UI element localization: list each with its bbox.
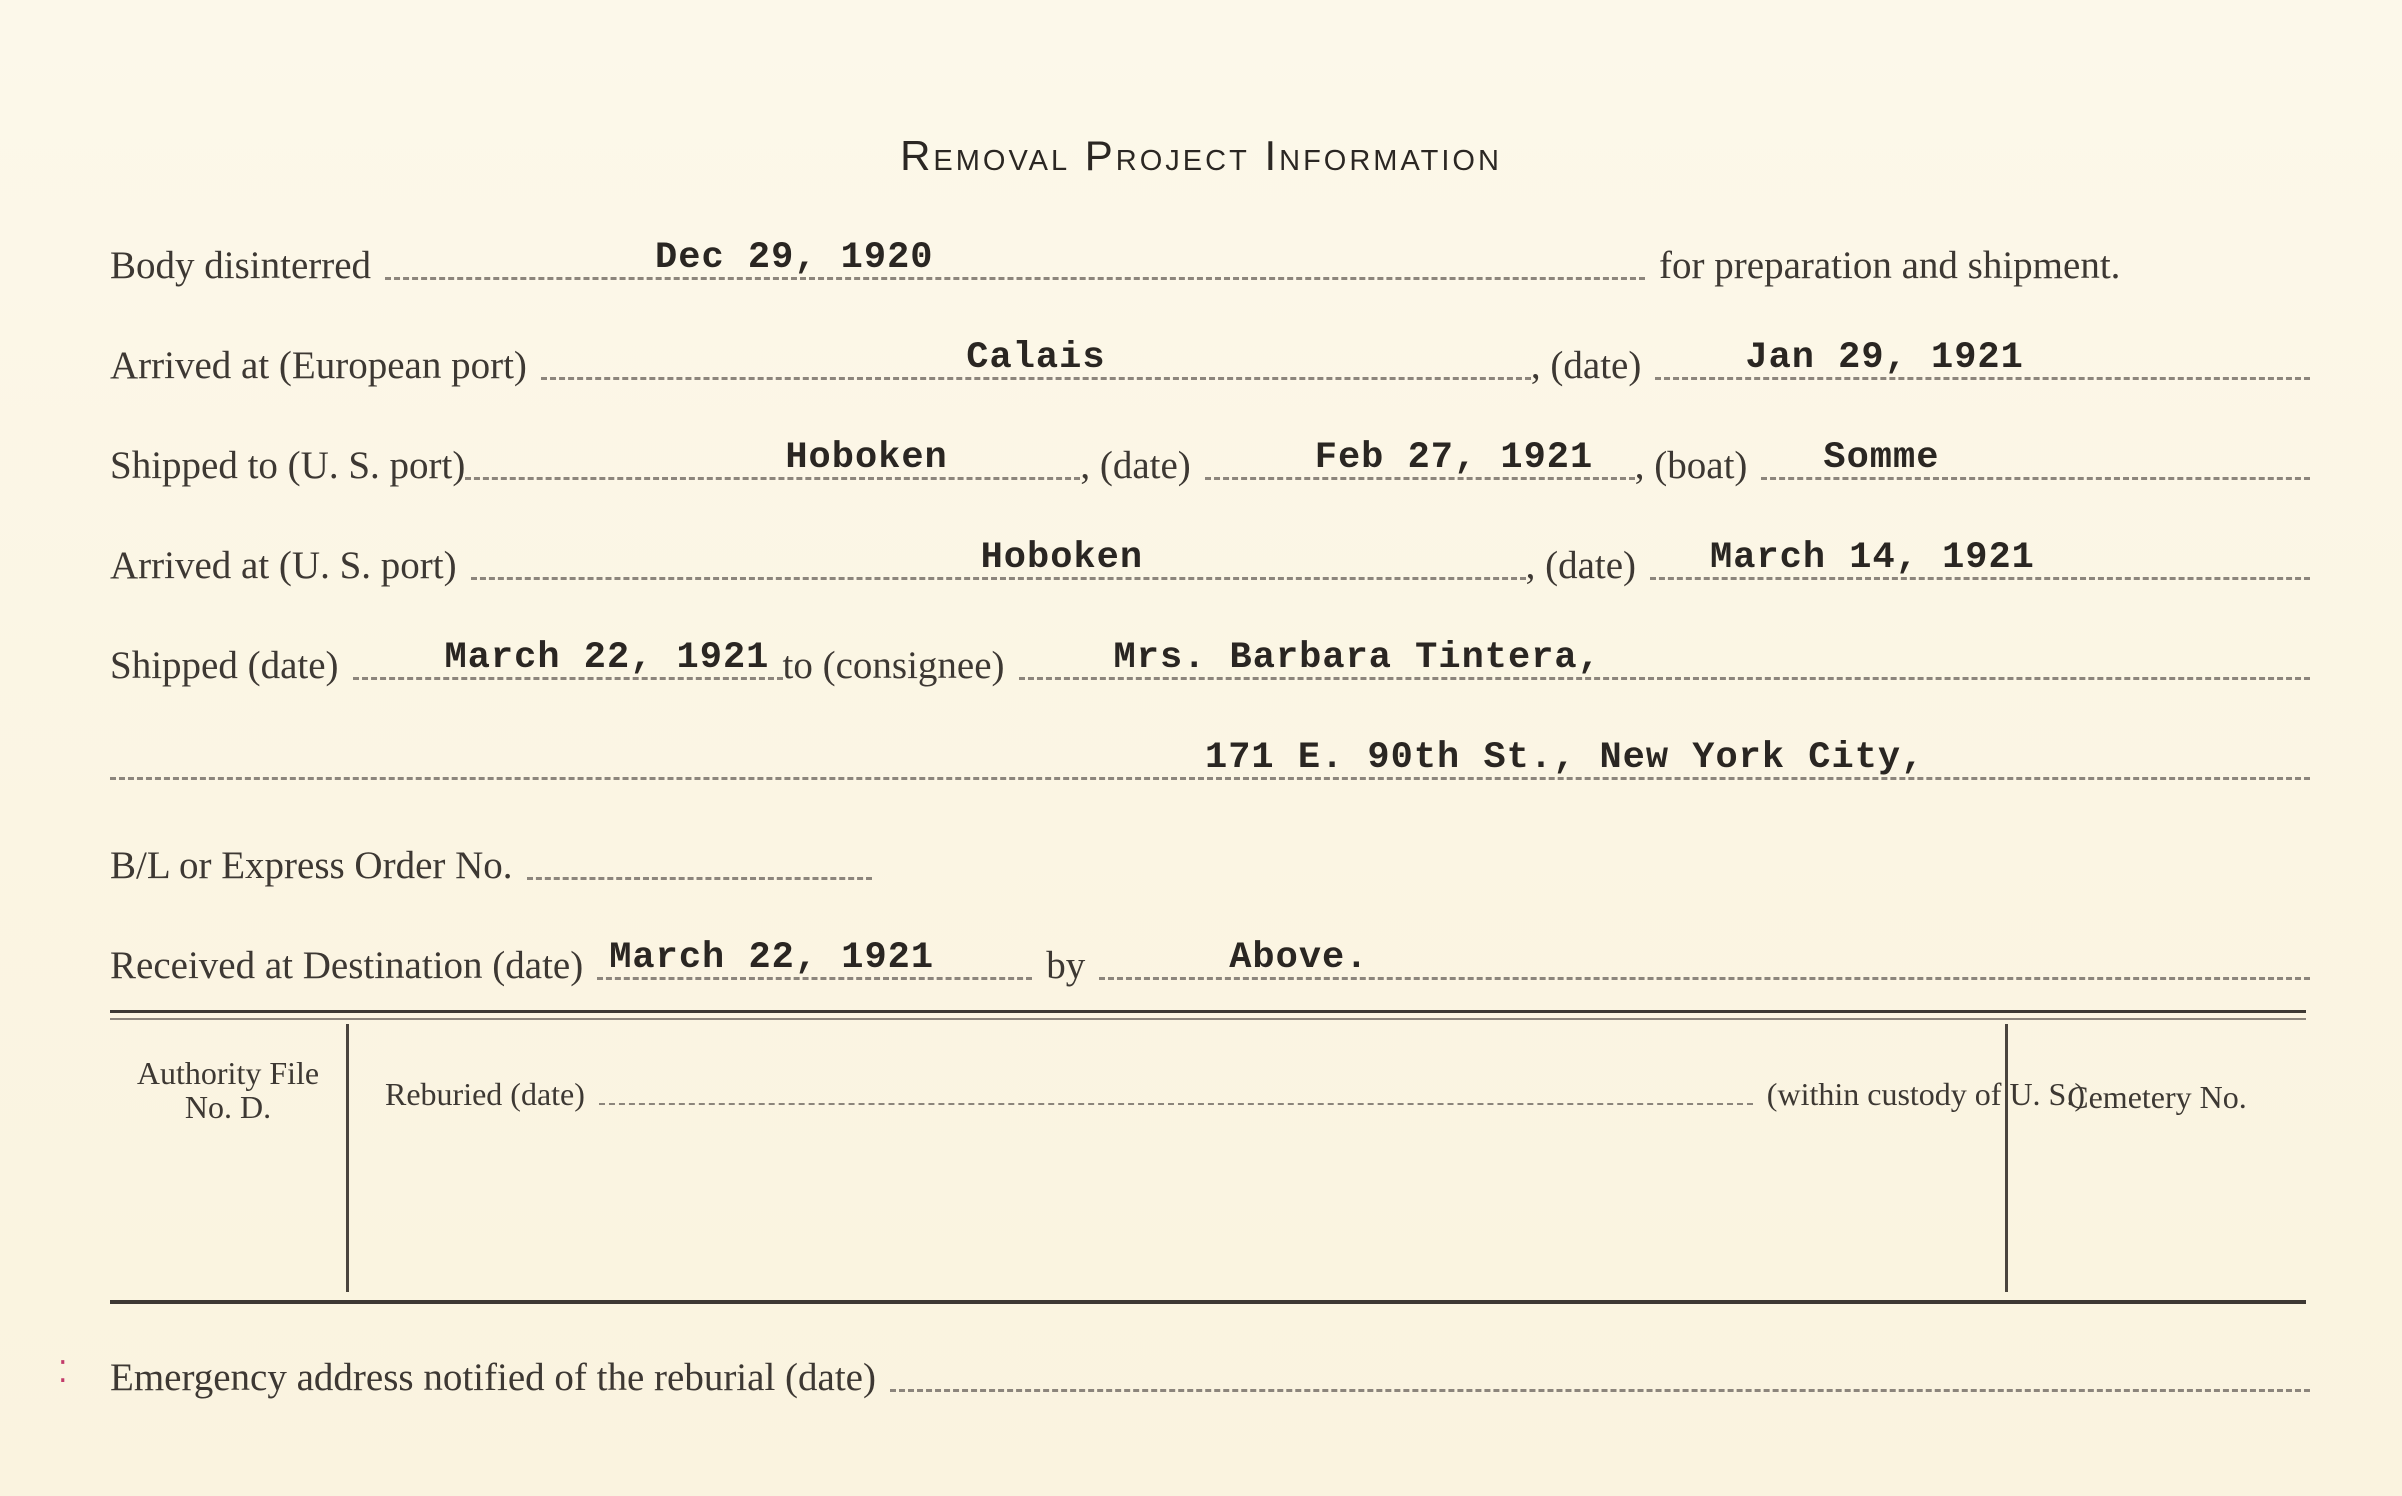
shipped-to-port-value: Hoboken [785,437,948,479]
shipped-date-value: March 22, 1921 [444,637,770,679]
box-divider-right [2005,1024,2008,1292]
shipped-to-date-value: Feb 27, 1921 [1314,437,1594,479]
address-field[interactable] [110,729,2310,780]
arrived-us-port-field[interactable] [471,529,1526,580]
consignee-value: Mrs. Barbara Tintera, [1113,637,1601,679]
bl-label: B/L or Express Order No. [110,844,513,887]
shipped-to-boat-value: Somme [1823,437,1940,479]
shipped-to-date-field[interactable] [1205,429,1635,480]
box-divider-left [346,1024,349,1292]
row-arrived-us [110,532,2310,592]
reburied-line [385,1076,2085,1113]
row-emergency [110,1344,2310,1404]
reburied-field[interactable] [599,1093,1753,1105]
shipped-to-label: Shipped to (U. S. port) [110,444,466,487]
arrived-europe-date-value: Jan 29, 1921 [1745,337,2024,379]
received-by-label: by [1046,944,1086,987]
disinterred-value: Dec 29, 1920 [655,237,934,279]
disinterred-field[interactable] [385,229,1645,280]
row-shipped-date [110,632,2310,692]
emergency-field[interactable] [890,1341,2310,1392]
shipped-to-boat-label: , (boat) [1634,444,1748,487]
arrived-europe-date-label: , (date) [1530,344,1642,387]
emergency-label: Emergency address notified of the reburial (date) [110,1356,876,1399]
stray-mark-icon: ⁚ [58,1356,68,1389]
shipped-to-boat-field[interactable] [1761,429,2310,480]
arrived-europe-label: Arrived at (European port) [110,344,527,387]
received-by-value: Above. [1229,937,1369,979]
consignee-field[interactable] [1019,629,2310,680]
arrived-us-port-value: Hoboken [980,537,1144,579]
shipped-date-label: Shipped (date) [110,644,339,687]
form-title: Removal Project Information [900,132,1502,179]
address-value: 171 E. 90th St., New York City, [1205,737,1925,779]
shipped-to-port-field[interactable] [465,429,1080,480]
cemetery-label: Cemetery No. [2067,1079,2247,1115]
row-disinterred [110,232,2310,292]
received-label: Received at Destination (date) [110,944,584,987]
shipped-to-date-label: , (date) [1080,444,1191,487]
row-arrived-europe [110,332,2310,392]
arrived-us-date-field[interactable] [1650,529,2310,580]
received-by-field[interactable] [1099,929,2310,980]
row-bl [110,832,2310,892]
row-address [110,732,2310,792]
row-received [110,932,2310,992]
received-date-value: March 22, 1921 [609,937,935,979]
received-date-field[interactable] [597,929,1032,980]
authority-label: Authority File No. D. [136,1055,320,1125]
custody-label: (within custody of U. S.) [1766,1076,2085,1112]
arrived-us-date-value: March 14, 1921 [1710,537,2035,579]
disinterred-label: Body disinterred [110,244,372,287]
arrived-europe-port-field[interactable] [541,329,1531,380]
arrived-europe-port-value: Calais [966,337,1106,379]
arrived-europe-date-field[interactable] [1655,329,2310,380]
reburial-box [110,1018,2306,1304]
arrived-us-date-label: , (date) [1525,544,1637,587]
row-shipped-to [110,432,2310,492]
consignee-label: to (consignee) [782,644,1005,687]
bl-field[interactable] [527,829,872,880]
disinterred-suffix: for preparation and shipment. [1659,244,2121,287]
arrived-us-label: Arrived at (U. S. port) [110,544,457,587]
reburied-label: Reburied (date) [385,1076,585,1112]
divider-top [110,1010,2306,1013]
shipped-date-field[interactable] [353,629,783,680]
